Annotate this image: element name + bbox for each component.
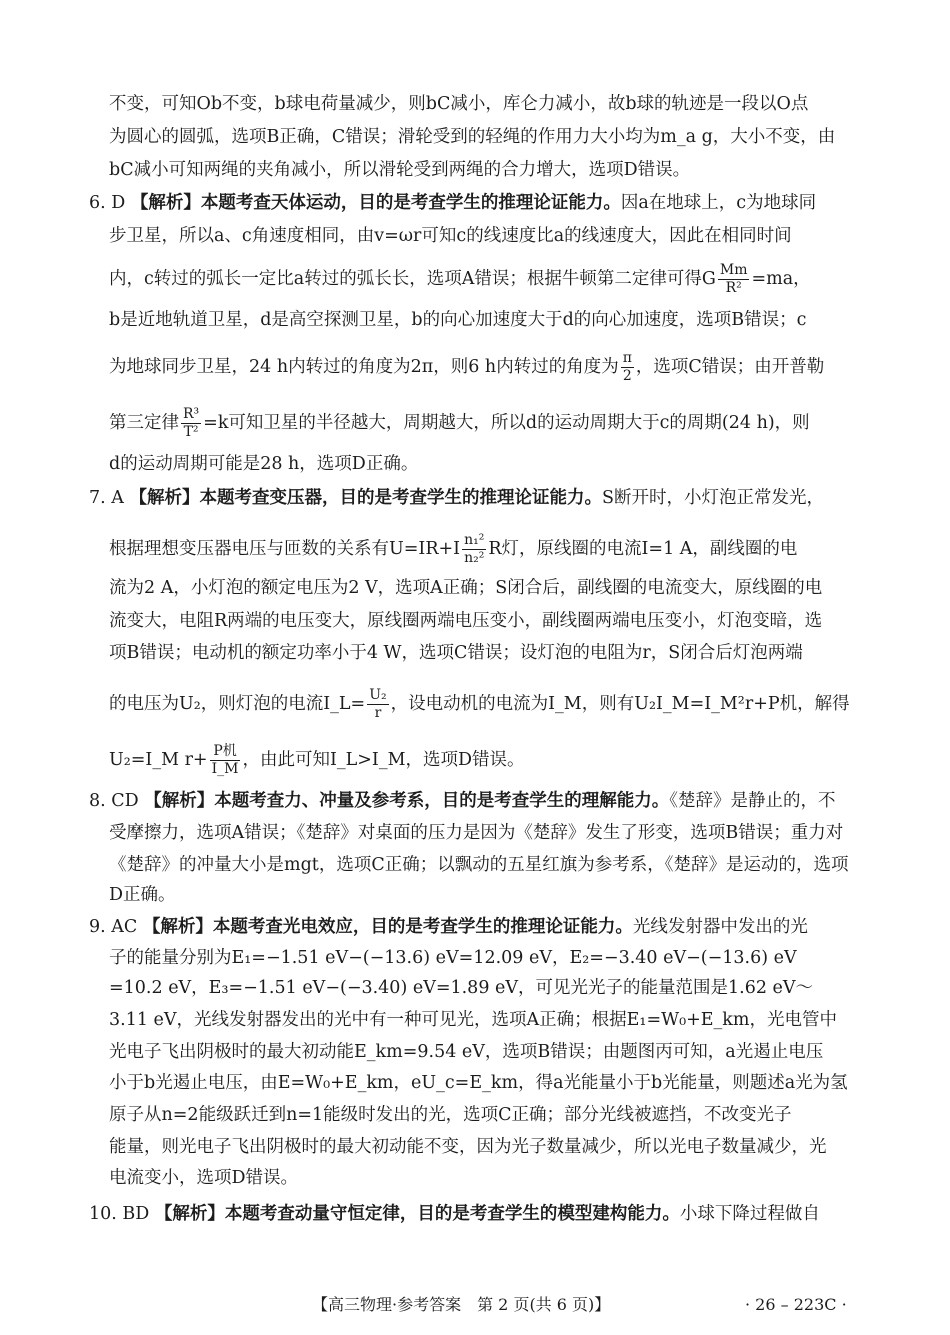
q6-text: 第三定律: [109, 413, 179, 433]
q9-line-4: 3.11 eV，光线发射器发出的光中有一种可见光，选项A正确；根据E₁=W₀+E_km，光电管中: [109, 1010, 837, 1030]
q9-line-7: 原子从n=2能级跃迁到n=1能级时发出的光，选项C正确；部分光线被遮挡，不改变光子: [109, 1105, 792, 1125]
q6-line-5: [109, 350, 825, 384]
current-fraction: [367, 687, 388, 722]
fraction-numerator: Mm: [719, 262, 748, 278]
q7-line-5: 项B错误；电动机的额定功率小于4 W，选项C错误；设灯泡的电阻为r，S闭合后灯泡两端: [109, 643, 803, 663]
q9-line-8: 能量，则光电子飞出阴极时的最大初动能不变，因为光子数量减少，所以光电子数量减少，光: [109, 1137, 827, 1157]
q7-text: R灯，原线圈的电流I=1 A，副线圈的电: [488, 539, 798, 559]
kepler-fraction: [181, 406, 201, 441]
q8-analysis-tag: 【解析】本题考查力、冲量及参考系，目的是考查学生的理解能力。: [144, 791, 670, 811]
page-footer-code: · 26 – 223C ·: [745, 1295, 847, 1314]
q7-line-2: [109, 532, 798, 566]
q8-line-2: 受摩擦力，选项A错误；《楚辞》对桌面的压力是因为《楚辞》发生了形变，选项B错误；重力对: [109, 823, 844, 843]
q9-analysis-tag: 【解析】本题考查光电效应，目的是考查学生的推理论证能力。: [142, 917, 633, 937]
q6-text: 因a在地球上，c为地球同: [620, 193, 817, 213]
q5-line-1: 不变，可知Ob不变，b球电荷量减少，则bC减小，库仑力减小，故b球的轨迹是一段以O点: [109, 94, 809, 114]
fraction-numerator: U₂: [369, 687, 387, 703]
q10-number: 10. BD: [89, 1204, 150, 1224]
fraction-denominator: 2: [622, 368, 632, 384]
q5-line-3: bC减小可知两绳的夹角减小，所以滑轮受到两绳的合力增大，选项D错误。: [109, 160, 691, 180]
q9-line-1: [89, 915, 808, 939]
q7-line-7: [109, 743, 525, 777]
q8-number: 8. CD: [89, 791, 139, 811]
q8-line-4: D正确。: [109, 885, 176, 905]
q6-text: 为地球同步卫星，24 h内转过的角度为2π，则6 h内转过的角度为: [109, 357, 619, 377]
q6-number: 6. D: [89, 193, 126, 213]
q6-line-6: [109, 406, 810, 440]
fraction-numerator: n₁²: [464, 532, 485, 548]
q7-text: 的电压为U₂，则灯泡的电流I_L=: [109, 694, 366, 714]
q8-line-1: [89, 789, 836, 813]
q8-line-3: 《楚辞》的冲量大小是mgt，选项C正确；以飘动的五星红旗为参考系，《楚辞》是运动的，选项: [109, 855, 849, 875]
q6-line-7: d的运动周期可能是28 h，选项D正确。: [109, 454, 419, 474]
fraction-numerator: P机: [210, 743, 241, 761]
q7-text: U₂=I_M r+: [109, 750, 208, 770]
q9-number: 9. AC: [89, 917, 138, 937]
q6-text: =k可知卫星的半径越大，周期越大，所以d的运动周期大于c的周期(24 h)，则: [203, 413, 810, 433]
q9-line-5: 光电子飞出阴极时的最大初动能E_km=9.54 eV，选项B错误；由题图丙可知，a光遏止电压: [109, 1042, 824, 1062]
fraction-denominator: n₂²: [464, 550, 485, 566]
gravity-fraction: [718, 262, 750, 297]
q7-line-3: 流为2 A，小灯泡的额定电压为2 V，选项A正确；S闭合后，副线圈的电流变大，原线圈的电: [109, 578, 823, 598]
q10-analysis-tag: 【解析】本题考查动量守恒定律，目的是考查学生的模型建构能力。: [154, 1204, 680, 1224]
angle-fraction: [621, 350, 634, 385]
q7-text: ，由此可知I_L>I_M，选项D错误。: [242, 750, 525, 770]
q9-line-2: 子的能量分别为E₁=−1.51 eV−(−13.6) eV=12.09 eV，E₂=−3.40 eV−(−13.6) eV: [109, 948, 797, 968]
q8-text: 《楚辞》是静止的，不: [669, 791, 836, 811]
q7-number: 7. A: [89, 488, 124, 508]
q10-line-1: [89, 1202, 820, 1226]
q6-text: 内，c转过的弧长一定比a转过的弧长长，选项A错误；根据牛顿第二定律可得G: [109, 269, 716, 289]
page-footer-title: 【高三物理·参考答案 第 2 页(共 6 页)】: [312, 1295, 611, 1314]
q7-text: ，设电动机的电流为I_M，则有U₂I_M=I_M²r+P机，解得: [390, 694, 850, 714]
q9-line-3: =10.2 eV，E₃=−1.51 eV−(−3.40) eV=1.89 eV，可见光光子的能量范围是1.62 eV～: [109, 978, 814, 998]
q7-text: 根据理想变压器电压与匝数的关系有U=IR+I: [109, 539, 461, 559]
q6-line-4: b是近地轨道卫星，d是高空探测卫星，b的向心加速度大于d的向心加速度，选项B错误；c: [109, 310, 807, 330]
fraction-denominator: r: [374, 705, 382, 721]
q5-line-2: 为圆心的圆弧，选项B正确，C错误；滑轮受到的轻绳的作用力大小均为m_a g，大小不变，由: [109, 127, 836, 147]
fraction-numerator: R³: [183, 406, 200, 422]
q10-text: 小球下降过程做自: [679, 1204, 820, 1224]
q9-line-6: 小于b光遏止电压，由E=W₀+E_km，eU_c=E_km，得a光能量小于b光能量，则题述a光为氢: [109, 1073, 848, 1093]
q6-text: ，选项C错误；由开普勒: [635, 357, 825, 377]
fraction-numerator: π: [622, 350, 632, 366]
q9-line-9: 电流变小，选项D错误。: [109, 1168, 299, 1188]
q6-text: =ma，: [751, 269, 811, 289]
q6-line-3: [109, 262, 811, 296]
q6-line-1: [89, 191, 816, 215]
fraction-denominator: I_M: [211, 761, 239, 777]
q6-analysis-tag: 【解析】本题考查天体运动，目的是考查学生的推理论证能力。: [130, 193, 621, 213]
q7-text: S断开时，小灯泡正常发光，: [601, 488, 824, 508]
q6-line-2: 步卫星，所以a、c角速度相同，由v=ωr可知c的线速度比a的线速度大，因此在相同时间: [109, 226, 792, 246]
fraction-denominator: R²: [725, 280, 742, 296]
q7-line-4: 流变大，电阻R两端的电压变大，原线圈两端电压变小，副线圈两端电压变小，灯泡变暗，选: [109, 611, 823, 631]
q7-line-6: [109, 687, 850, 721]
q9-text: 光线发射器中发出的光: [632, 917, 808, 937]
turns-ratio-fraction: [462, 532, 486, 567]
q7-analysis-tag: 【解析】本题考查变压器，目的是考查学生的推理论证能力。: [129, 488, 602, 508]
power-fraction: [210, 743, 241, 778]
fraction-denominator: T²: [183, 424, 199, 440]
q7-line-1: [89, 486, 824, 510]
